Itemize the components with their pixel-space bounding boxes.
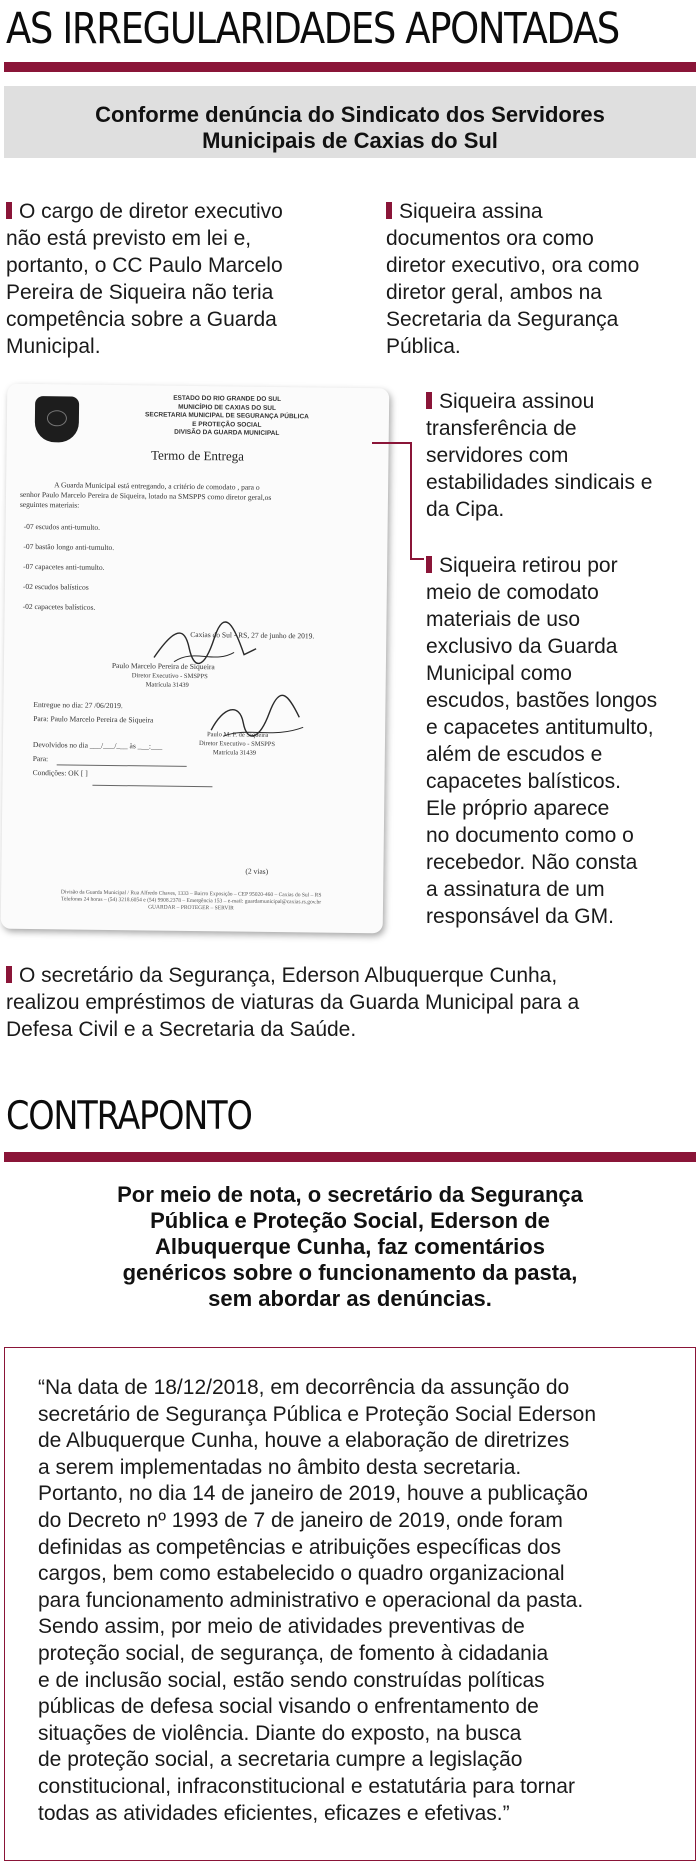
contraponto-rule <box>4 1152 696 1162</box>
signer-2-id: Matrícula 31439 <box>212 749 257 757</box>
document-intro-2: senhor Paulo Marcelo Pereira de Siqueira, lotado na SMSPPS como diretor geral,os <box>19 489 272 502</box>
contraponto-lead: Por meio de nota, o secretário da Segurança Pública e Proteção Social, Ederson de Albuquerque Cunha, faz comentários genéricos sobre o funcionamento da pasta, sem abordar as denúncias. <box>117 1182 583 1311</box>
irregularity-item-3: Siqueira assinou transferência de servidores com estabilidades sindicais e da Cipa. <box>426 390 653 521</box>
return-conditions: Condições: OK [ ] <box>32 768 88 778</box>
delivered-date: Entregue no dia: 27 /06/2019. <box>33 700 123 711</box>
document-photo <box>1 384 390 934</box>
delivered-to: Para: Paulo Marcelo Pereira de Siqueira <box>33 714 154 725</box>
official-statement-quote: “Na data de 18/12/2018, em decorrência da assunção do secretário de Segurança Pública e Proteção Social Ederson de Albuquerque Cunha, houve a elaboração de diretrizes a serem implementadas no âmbito desta secretaria. Portanto, no dia 14 de janeiro de 2019, houve a publicação do Decreto nº 1993 de 7 de janeiro de 2019, onde foram definidas as competências e atribuições específicas dos cargos, bem como estabelecido o quadro organizacional para funcionamento administrativo e operacional da pasta. Sendo assim, por meio de atividades preventivas de proteção social, de segurança, de fomento à cidadania e de inclusão social, estão sendo construídas políticas públicas de defesa social visando o enfrentamento de situações de violência. Diante do exposto, na busca de proteção social, a secretaria cumpre a legislação constitucional, infraconstitucional e estatutária para tornar todas as atividades eficientes, eficazes e efetivas.” <box>38 1376 596 1825</box>
bullet-marker <box>6 202 12 219</box>
irregularity-item-4: Siqueira retirou por meio de comodato materiais de uso exclusivo da Guarda Municipal como escudos, bastões longos e capacetes antitumulto, além de escudos e capacetes balísticos. Ele próprio aparece no documento como o recebedor. Não consta a assinatura de um responsável da GM. <box>426 554 658 928</box>
irregularity-item-5: O secretário da Segurança, Ederson Albuquerque Cunha, realizou empréstimos de viaturas da Guarda Municipal para a Defesa Civil e a Secretaria da Saúde. <box>6 964 580 1041</box>
document-title: Termo de Entrega <box>150 447 245 464</box>
signer-2-name: Paulo M. P. de Siqueira <box>207 731 269 739</box>
contraponto-title: CONTRAPONTO <box>6 1094 252 1139</box>
signature-line <box>57 764 187 767</box>
subtitle: Conforme denúncia do Sindicato dos Servidores Municipais de Caxias do Sul <box>95 102 605 153</box>
document-list-item: -02 escudos balísticos <box>22 581 89 592</box>
document-footer: Divisão da Guarda Municipal / Rua Alfredo Chaves, 1333 – Bairro Exposição – CEP 95020-460 – Caxias do Sul – RS Telefones 24 horas – (54) 3218.6054 e (54) 9908.2378 – Emergência 153 – e-mail: guardamunicipal@caxias.rs.gov.br GUARDAR – PROTEGER – SERVIR <box>60 889 322 912</box>
document-list-item: -07 escudos anti-tumulto. <box>23 521 101 532</box>
coat-of-arms-icon <box>35 396 80 443</box>
irregularity-item-1: O cargo de diretor executivo não está previsto em lei e, portanto, o CC Paulo Marcelo Pereira de Siqueira não teria competência sobre a Guarda Municipal. <box>6 200 283 358</box>
signer-1-role: Diretor Executivo - SMSPPS <box>131 672 208 681</box>
signer-1-id: Matrícula 31439 <box>145 681 189 689</box>
copies-note: (2 vias) <box>245 866 269 876</box>
document-list-item: -07 bastão longo anti-tumulto. <box>23 541 115 553</box>
returned-date: Devolvidos no dia ___/___/___ às ___:___ <box>32 740 163 751</box>
headline-rule <box>4 62 696 72</box>
bullet-marker <box>426 556 432 573</box>
document-intro-3: seguintes materiais: <box>19 499 80 510</box>
connector-line <box>372 442 412 444</box>
document-letterhead: ESTADO DO RIO GRANDE DO SUL MUNICÍPIO DE CAXIAS DO SUL SECRETARIA MUNICIPAL DE SEGURANÇA PÚBLICA E PROTEÇÃO SOCIAL DIVISÃO DA GUARDA MUNICIPAL <box>145 394 309 438</box>
signature-line <box>92 785 212 787</box>
document-intro-1: A Guarda Municipal está entregando, a critério de comodato , para o <box>54 480 260 492</box>
irregularity-item-2: Siqueira assina documentos ora como diretor executivo, ora como diretor geral, ambos na Secretaria da Segurança Pública. <box>386 200 640 358</box>
main-headline: AS IRREGULARIDADES APONTADAS <box>6 4 619 54</box>
signer-1-name: Paulo Marcelo Pereira de Siqueira <box>111 660 215 672</box>
document-place-date: Caxias do Sul - RS, 27 de junho de 2019. <box>190 629 315 641</box>
signer-2-role: Diretor Executivo - SMSPPS <box>198 740 276 748</box>
bullet-marker <box>386 202 392 219</box>
connector-line <box>410 442 412 560</box>
document-list-item: -07 capacetes anti-tumulto. <box>23 561 105 572</box>
bullet-marker <box>426 392 432 409</box>
connector-line <box>410 558 424 560</box>
bullet-marker <box>6 966 12 983</box>
returned-to: Para: <box>32 754 49 764</box>
document-list-item: -02 capacetes balísticos. <box>22 601 96 612</box>
subtitle-box <box>4 86 696 158</box>
